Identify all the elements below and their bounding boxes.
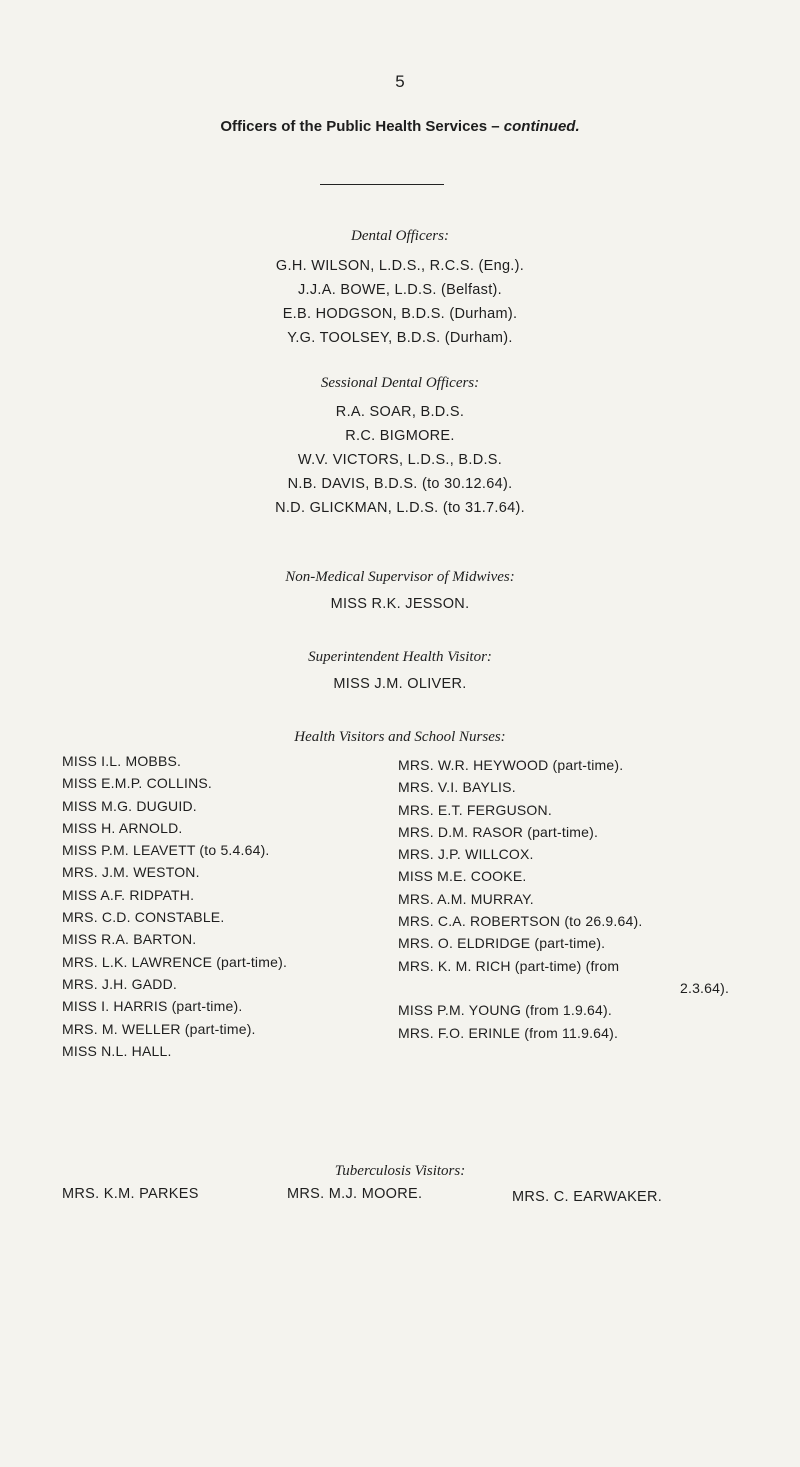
list-item: MRS. J.P. WILLCOX. <box>398 846 534 863</box>
health-visitors-right-column <box>398 754 729 1044</box>
list-item: MRS. J.H. GADD. <box>62 975 178 992</box>
list-item: MISS P.M. YOUNG (from 1.9.64). <box>398 1002 612 1019</box>
dental-officers-title: Dental Officers: <box>351 228 449 244</box>
list-item: MISS A.F. RIDPATH. <box>62 886 195 903</box>
list-item: MISS R.K. JESSON. <box>330 596 470 612</box>
list-item: MISS P.M. LEAVETT (to 5.4.64). <box>62 842 270 859</box>
list-item: W.V. VICTORS, L.D.S., B.D.S. <box>297 452 503 468</box>
superintendent-health-visitor-list <box>0 672 800 696</box>
heading-text: Officers of the Public Health Services – <box>220 118 500 135</box>
tuberculosis-visitors-title: Tuberculosis Visitors: <box>334 1163 466 1179</box>
list-item: MRS. C. EARWAKER. <box>512 1189 663 1205</box>
list-item: MISS R.A. BARTON. <box>62 931 197 948</box>
list-item: MRS. E.T. FERGUSON. <box>398 801 552 818</box>
list-item: MRS. M. WELLER (part-time). <box>62 1020 256 1037</box>
list-item: MRS. A.M. MURRAY. <box>398 890 534 907</box>
list-item: MRS. M.J. MOORE. <box>287 1186 423 1202</box>
dental-officers-list <box>0 254 800 350</box>
health-visitors-left-column <box>62 750 287 1062</box>
list-item: MRS. K. M. RICH (part-time) (from <box>398 957 620 974</box>
list-item: MISS E.M.P. COLLINS. <box>62 775 213 792</box>
heading-suffix: continued. <box>503 118 580 135</box>
divider <box>320 184 444 185</box>
list-item: Y.G. TOOLSEY, B.D.S. (Durham). <box>287 330 513 346</box>
list-item: MISS N.L. HALL. <box>62 1042 172 1059</box>
supervisor-midwives-list <box>0 592 800 616</box>
list-item: MRS. D.M. RASOR (part-time). <box>398 823 599 840</box>
list-item: E.B. HODGSON, B.D.S. (Durham). <box>282 306 518 322</box>
sessional-dental-officers-list <box>0 400 800 520</box>
list-item: MRS. O. ELDRIDGE (part-time). <box>398 935 606 952</box>
health-visitors-title: Health Visitors and School Nurses: <box>294 729 506 745</box>
list-item: J.J.A. BOWE, L.D.S. (Belfast). <box>298 282 502 298</box>
list-item: MISS M.G. DUGUID. <box>62 797 197 814</box>
list-item: N.D. GLICKMAN, L.D.S. (to 31.7.64). <box>275 500 525 516</box>
list-item: MRS. K.M. PARKES <box>62 1186 199 1202</box>
list-item: MISS I.L. MOBBS. <box>62 753 182 769</box>
list-item: R.A. SOAR, B.D.S. <box>335 404 465 420</box>
list-item: MRS. C.D. CONSTABLE. <box>62 909 225 926</box>
list-item: G.H. WILSON, L.D.S., R.C.S. (Eng.). <box>275 258 525 274</box>
list-item: MRS. L.K. LAWRENCE (part-time). <box>62 953 288 970</box>
list-item: MISS H. ARNOLD. <box>62 819 183 836</box>
list-item: N.B. DAVIS, B.D.S. (to 30.12.64). <box>287 476 513 492</box>
supervisor-midwives-title: Non-Medical Supervisor of Midwives: <box>285 569 515 585</box>
sessional-dental-officers-title: Sessional Dental Officers: <box>320 375 480 391</box>
list-item: MISS J.M. OLIVER. <box>333 676 467 692</box>
list-item: MRS. V.I. BAYLIS. <box>398 779 516 796</box>
list-item: MRS. C.A. ROBERTSON (to 26.9.64). <box>398 913 643 930</box>
superintendent-health-visitor-title: Superintendent Health Visitor: <box>308 649 492 665</box>
list-item: MISS M.E. COOKE. <box>398 868 527 885</box>
list-item: MISS I. HARRIS (part-time). <box>62 998 243 1015</box>
list-item: MRS. F.O. ERINLE (from 11.9.64). <box>398 1024 619 1041</box>
page-number: 5 <box>395 72 405 91</box>
list-item: MRS. J.M. WESTON. <box>62 864 200 881</box>
list-item: MRS. W.R. HEYWOOD (part-time). <box>398 757 624 773</box>
list-item: R.C. BIGMORE. <box>345 428 455 444</box>
list-item-continuation: 2.3.64). <box>680 979 730 996</box>
page-heading <box>0 118 800 135</box>
